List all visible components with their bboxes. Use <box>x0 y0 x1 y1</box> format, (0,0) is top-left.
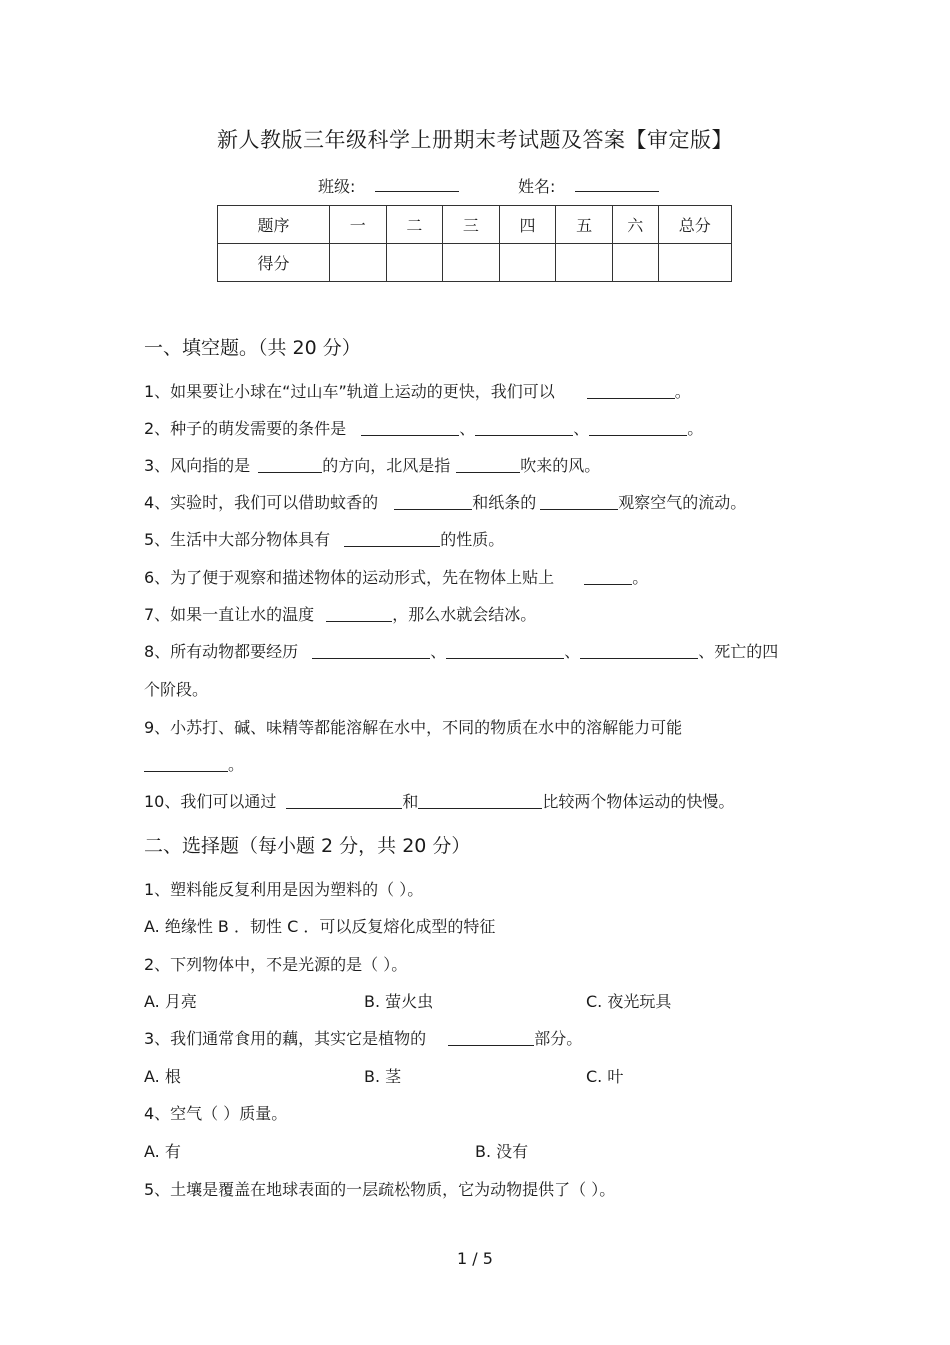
answer-blank[interactable] <box>580 643 698 659</box>
question-1-3: 3、风向指的是 的方向，北风是指 吹来的风。 <box>144 456 601 475</box>
name-blank <box>575 177 659 192</box>
class-field <box>318 174 459 197</box>
question-1-4: 4、实验时，我们可以借助蚊香的 和纸条的 观察空气的流动。 <box>144 493 747 512</box>
question-1-10: 10、我们可以通过 和 比较两个物体运动的快慢。 <box>144 792 735 811</box>
score-header-cell: 题序 <box>218 206 330 244</box>
question-2-1-options: A. 绝缘性 B ．韧性 C ．可以反复熔化成型的特征 <box>144 917 496 936</box>
answer-blank[interactable] <box>584 569 632 585</box>
question-1-5: 5、生活中大部分物体具有 的性质。 <box>144 530 505 549</box>
answer-blank[interactable] <box>144 756 228 772</box>
score-cell[interactable] <box>329 244 386 282</box>
option-b[interactable]: B. 萤火虫 <box>364 992 434 1011</box>
option-b[interactable]: B. 茎 <box>364 1067 402 1086</box>
option-c[interactable]: C. 夜光玩具 <box>586 992 672 1011</box>
question-2-3: 3、我们通常食用的藕，其实它是植物的 部分。 <box>144 1029 583 1048</box>
score-header-cell: 三 <box>443 206 500 244</box>
answer-blank[interactable] <box>286 793 402 809</box>
answer-blank[interactable] <box>258 457 322 473</box>
name-field <box>518 174 659 197</box>
score-header-cell: 总分 <box>658 206 731 244</box>
score-header-cell: 六 <box>612 206 658 244</box>
score-header-cell: 五 <box>556 206 613 244</box>
section-2-heading: 二、选择题（每小题 2 分，共 20 分） <box>144 835 471 857</box>
question-1-1: 1、如果要让小球在“过山车”轨道上运动的更快，我们可以 。 <box>144 382 691 401</box>
question-1-9: 9、小苏打、碱、味精等都能溶解在水中，不同的物质在水中的溶解能力可能 <box>144 718 683 737</box>
answer-blank[interactable] <box>587 383 675 399</box>
score-cell[interactable] <box>556 244 613 282</box>
class-label: 班级: <box>318 177 356 196</box>
score-cell[interactable] <box>658 244 731 282</box>
question-2-4: 4、空气（ ）质量。 <box>144 1104 288 1123</box>
option-a[interactable]: A. 根 <box>144 1067 181 1086</box>
answer-blank[interactable] <box>446 643 564 659</box>
score-cell[interactable] <box>443 244 500 282</box>
document-title: 新人教版三年级科学上册期末考试题及答案【审定版】 <box>217 128 733 152</box>
question-1-8: 8、所有动物都要经历 、 、 、死亡的四 <box>144 642 779 661</box>
question-1-8-continued: 个阶段。 <box>144 680 209 699</box>
answer-blank[interactable] <box>361 420 459 436</box>
score-table-score-row <box>218 244 732 282</box>
section-1-heading: 一、填空题。（共 20 分） <box>144 337 361 359</box>
name-label: 姓名: <box>518 177 556 196</box>
answer-blank[interactable] <box>312 643 430 659</box>
score-cell[interactable] <box>386 244 443 282</box>
answer-blank[interactable] <box>394 494 472 510</box>
question-1-2: 2、种子的萌发需要的条件是 、 、 。 <box>144 419 704 438</box>
question-1-9-continued: 。 <box>144 752 244 775</box>
answer-blank[interactable] <box>540 494 618 510</box>
answer-blank[interactable] <box>475 420 573 436</box>
class-blank <box>375 177 459 192</box>
answer-blank[interactable] <box>448 1030 534 1046</box>
answer-blank[interactable] <box>418 793 542 809</box>
page-number: 1 / 5 <box>457 1249 493 1268</box>
answer-blank[interactable] <box>456 457 520 473</box>
answer-blank[interactable] <box>344 531 440 547</box>
option-c[interactable]: C. 叶 <box>586 1067 624 1086</box>
option-a[interactable]: A. 月亮 <box>144 992 197 1011</box>
score-table <box>217 205 732 282</box>
option-b[interactable]: B. 没有 <box>475 1142 529 1161</box>
question-1-6: 6、为了便于观察和描述物体的运动形式，先在物体上贴上 。 <box>144 568 649 587</box>
score-row-label: 得分 <box>218 244 330 282</box>
answer-blank[interactable] <box>589 420 687 436</box>
score-cell[interactable] <box>612 244 658 282</box>
answer-blank[interactable] <box>326 606 392 622</box>
question-2-2: 2、下列物体中，不是光源的是（ ）。 <box>144 955 408 974</box>
score-table-header-row <box>218 206 732 244</box>
score-header-cell: 二 <box>386 206 443 244</box>
score-header-cell: 一 <box>329 206 386 244</box>
score-header-cell: 四 <box>499 206 556 244</box>
question-2-1: 1、塑料能反复利用是因为塑料的（ ）。 <box>144 880 424 899</box>
question-2-5: 5、土壤是覆盖在地球表面的一层疏松物质，它为动物提供了（ ）。 <box>144 1180 616 1199</box>
score-cell[interactable] <box>499 244 556 282</box>
option-a[interactable]: A. 有 <box>144 1142 181 1161</box>
question-1-7: 7、如果一直让水的温度 ，那么水就会结冰。 <box>144 605 537 624</box>
